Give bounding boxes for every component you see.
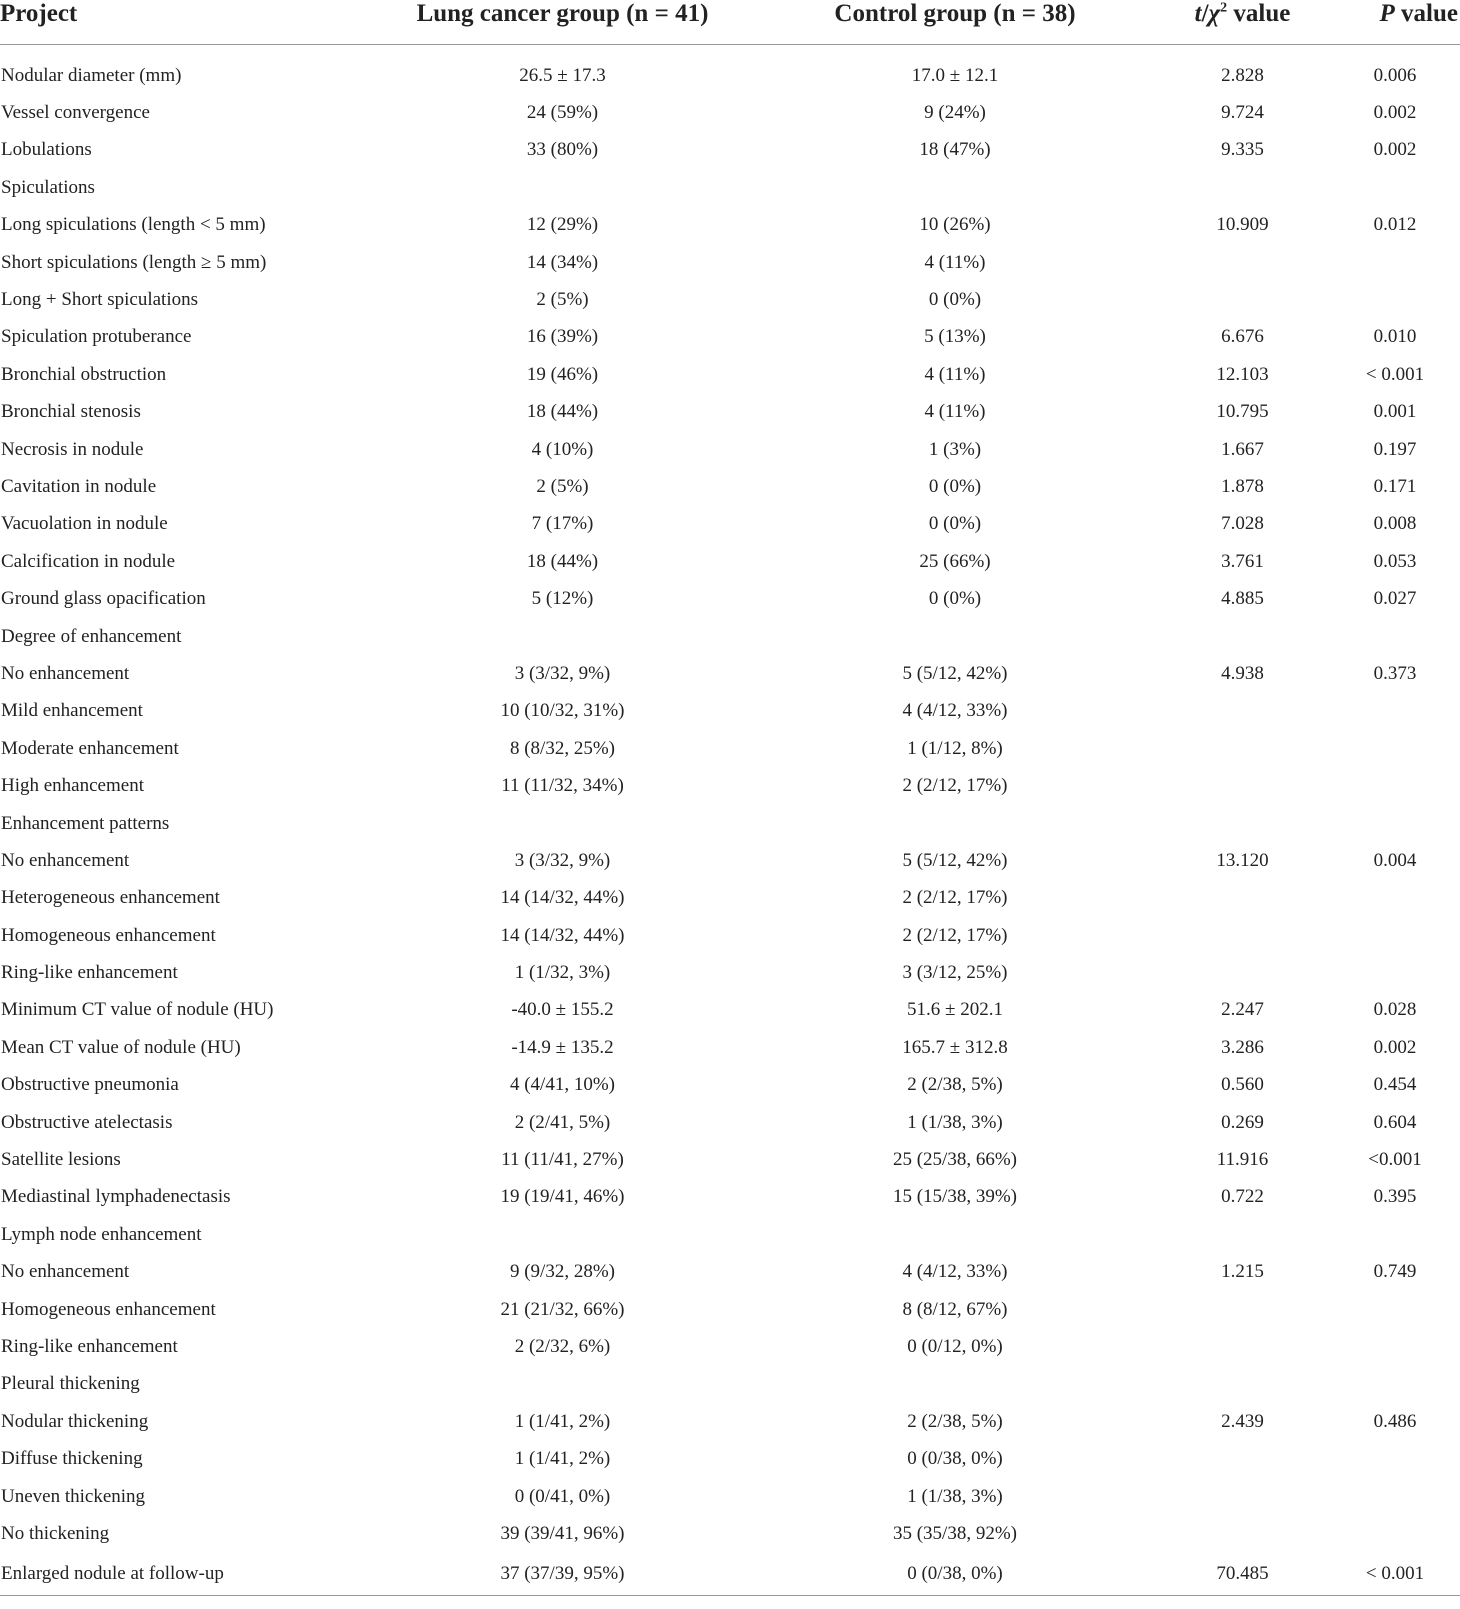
cell-control [755,618,1155,655]
cell-lung-cancer: 10 (10/32, 31%) [500,700,625,722]
cell-project: Mild enhancement [1,700,143,722]
cell-lung-cancer: 2 (5%) [536,289,589,311]
cell-lung-cancer: 26.5 ± 17.3 [519,64,606,86]
header-control-group: Control group (n = 38) [755,0,1155,45]
table-row [0,693,1460,730]
cell-lung-cancer: 8 (8/32, 25%) [509,737,615,759]
cell-lung-cancer: 2 (2/32, 6%) [514,1335,611,1357]
cell-statistic [1155,1440,1330,1477]
cell-lung-cancer: 14 (14/32, 44%) [500,924,625,946]
cell-statistic [1155,917,1330,954]
table-row [0,1403,1460,1440]
cell-lung-cancer: 19 (46%) [526,363,599,385]
cell-p-value [1330,880,1460,917]
table-row [0,1515,1460,1552]
header-stat-sup: 2 [1220,0,1228,16]
cell-statistic [1155,805,1330,842]
cell-control: 4 (11%) [924,363,986,385]
cell-p-value: 0.395 [1373,1186,1417,1208]
cell-project: Enlarged nodule at follow-up [0,1553,370,1596]
cell-p-value [1330,1216,1460,1253]
header-p-rest: value [1394,0,1458,27]
cell-p-value: 0.486 [1373,1410,1417,1432]
cell-project: Long + Short spiculations [1,289,199,311]
cell-control: 3 (3/12, 25%) [902,962,1008,984]
table-row [0,45,1460,95]
cell-project: Lobulations [1,139,92,161]
cell-project: Homogeneous enhancement [1,924,216,946]
table-row [0,132,1460,169]
cell-control: 1 (1/12, 8%) [907,737,1003,759]
cell-statistic [1155,693,1330,730]
cell-statistic [1155,244,1330,281]
cell-p-value [1330,1328,1460,1365]
cell-lung-cancer [370,1366,755,1403]
table-row [0,1216,1460,1253]
cell-statistic [1155,730,1330,767]
cell-control: 5 (5/12, 42%) [902,849,1008,871]
cell-control: 4 (4/12, 33%) [902,1261,1008,1283]
cell-p-value: 0.197 [1373,438,1417,460]
cell-control: 15 (15/38, 39%) [892,1186,1017,1208]
table-row [0,356,1460,393]
cell-p-value: 0.027 [1373,588,1417,610]
cell-statistic: 4.938 [1221,662,1264,684]
table-row [0,954,1460,991]
cell-p-value: 0.749 [1373,1261,1417,1283]
cell-statistic: 1.878 [1221,475,1264,497]
cell-lung-cancer: 33 (80%) [526,139,599,161]
table-row [0,394,1460,431]
cell-p-value [1330,1291,1460,1328]
cell-p-value [1330,730,1460,767]
cell-project: Mediastinal lymphadenectasis [1,1186,231,1208]
cell-lung-cancer: 12 (29%) [526,214,599,236]
table-row [0,244,1460,281]
cell-statistic [1155,880,1330,917]
cell-project: No enhancement [1,1261,130,1283]
table-row [0,880,1460,917]
header-stat-rest: value [1227,0,1291,27]
table-row [0,468,1460,505]
cell-control: 0 (0%) [928,475,982,497]
cell-project: Ring-like enhancement [1,962,178,984]
cell-lung-cancer: 3 (3/32, 9%) [514,662,611,684]
cell-statistic [1155,954,1330,991]
cell-project: Cavitation in nodule [1,475,157,497]
cell-lung-cancer: 2 (5%) [536,475,589,497]
cell-control: 1 (3%) [928,438,982,460]
cell-statistic [1155,618,1330,655]
cell-p-value: 0.008 [1373,513,1417,535]
cell-control: 0 (0%) [928,588,982,610]
cell-p-value: 0.002 [1373,1036,1417,1058]
table-row [0,1291,1460,1328]
cell-statistic [1155,281,1330,318]
table-row [0,1478,1460,1515]
cell-control [755,805,1155,842]
table-body [0,45,1460,1596]
cell-control: 0 (0/38, 0%) [755,1553,1155,1596]
cell-statistic [1155,1515,1330,1552]
cell-p-value [1330,169,1460,206]
cell-project: Ground glass opacification [1,588,206,610]
table-row [0,1141,1460,1178]
cell-project: Homogeneous enhancement [1,1298,216,1320]
cell-control: 1 (1/38, 3%) [907,1485,1003,1507]
cell-lung-cancer: 11 (11/32, 34%) [501,775,624,797]
cell-project: Nodular diameter (mm) [1,64,182,86]
cell-control: 5 (13%) [924,326,986,348]
cell-project: Satellite lesions [1,1149,121,1171]
cell-statistic: 11.916 [1216,1149,1269,1171]
table-row [0,1029,1460,1066]
cell-project: Uneven thickening [1,1485,146,1507]
cell-statistic: 2.828 [1221,64,1264,86]
cell-control: 0 (0%) [928,289,982,311]
cell-lung-cancer: 37 (37/39, 95%) [370,1553,755,1596]
cell-statistic: 70.485 [1155,1553,1330,1596]
header-stat-t: t [1194,0,1202,27]
cell-lung-cancer: 4 (10%) [531,438,594,460]
cell-project: Bronchial stenosis [1,401,141,423]
table-row [0,1254,1460,1291]
header-project: Project [0,0,370,45]
cell-control: 4 (11%) [924,401,986,423]
cell-project: Long spiculations (length < 5 mm) [1,214,266,236]
cell-lung-cancer: 2 (2/41, 5%) [514,1111,611,1133]
cell-p-value [1330,693,1460,730]
cell-statistic: 10.909 [1216,214,1269,236]
table-row [0,1179,1460,1216]
table-row [0,580,1460,617]
cell-lung-cancer: 16 (39%) [526,326,599,348]
cell-project: Lymph node enhancement [1,1223,202,1245]
cell-control: 0 (0/12, 0%) [907,1335,1003,1357]
cell-p-value: 0.006 [1373,64,1417,86]
cell-statistic: 4.885 [1221,588,1264,610]
cell-control: 17.0 ± 12.1 [911,64,999,86]
cell-p-value: 0.171 [1373,475,1417,497]
cell-lung-cancer: -14.9 ± 135.2 [511,1036,614,1058]
cell-lung-cancer [370,169,755,206]
header-p-value [1330,0,1460,45]
table-row [0,655,1460,692]
cell-statistic: 6.676 [1221,326,1264,348]
header-row [0,0,1460,45]
table-row [0,281,1460,318]
cell-p-value [1330,954,1460,991]
cell-project: Nodular thickening [1,1410,149,1432]
cell-control: 25 (66%) [919,550,991,572]
table-row [0,543,1460,580]
table-row [0,618,1460,655]
cell-p-value [1330,1478,1460,1515]
cell-p-value: 0.028 [1373,999,1417,1021]
cell-project: Calcification in nodule [1,550,176,572]
cell-p-value [1330,1440,1460,1477]
cell-control: 4 (11%) [924,251,986,273]
table-header [0,0,1460,45]
cell-statistic: 9.335 [1221,139,1264,161]
cell-lung-cancer: 4 (4/41, 10%) [509,1074,615,1096]
cell-lung-cancer: 0 (0/41, 0%) [514,1485,611,1507]
cell-p-value [1330,1366,1460,1403]
table-row [0,805,1460,842]
cell-lung-cancer: 9 (9/32, 28%) [509,1261,615,1283]
cell-project: Spiculations [1,176,95,198]
cell-statistic: 3.286 [1221,1036,1264,1058]
cell-p-value [1330,805,1460,842]
cell-project: Moderate enhancement [1,737,179,759]
cell-project: Vacuolation in nodule [1,513,168,535]
cell-project: Heterogeneous enhancement [1,887,220,909]
cell-project: No enhancement [1,849,130,871]
cell-statistic [1155,1216,1330,1253]
cell-statistic [1155,1328,1330,1365]
header-p-italic: P [1379,0,1395,27]
cell-lung-cancer: 11 (11/41, 27%) [501,1149,624,1171]
cell-statistic: 2.439 [1221,1410,1264,1432]
cell-statistic [1155,1366,1330,1403]
cell-lung-cancer: 21 (21/32, 66%) [500,1298,625,1320]
cell-statistic [1155,767,1330,804]
cell-p-value: 0.010 [1373,326,1417,348]
cell-p-value [1330,281,1460,318]
table-row [0,992,1460,1029]
cell-control: 9 (24%) [924,102,986,124]
cell-lung-cancer: 14 (34%) [526,251,599,273]
cell-lung-cancer: -40.0 ± 155.2 [511,999,614,1021]
cell-project: Spiculation protuberance [1,326,192,348]
cell-lung-cancer: 7 (17%) [531,513,594,535]
table-row [0,1104,1460,1141]
cell-statistic: 13.120 [1216,849,1269,871]
cell-lung-cancer: 14 (14/32, 44%) [500,887,625,909]
cell-lung-cancer: 1 (1/32, 3%) [514,962,611,984]
cell-control: 5 (5/12, 42%) [902,662,1008,684]
cell-project: Ring-like enhancement [1,1335,178,1357]
cell-statistic: 3.761 [1221,550,1264,572]
cell-statistic: 0.269 [1221,1111,1264,1133]
cell-control: 51.6 ± 202.1 [907,999,1003,1021]
cell-control: 2 (2/38, 5%) [907,1410,1003,1432]
cell-p-value: 0.454 [1373,1074,1417,1096]
cell-p-value: < 0.001 [1330,1553,1460,1596]
table-row [0,94,1460,131]
cell-project: Enhancement patterns [1,812,170,834]
cell-p-value: 0.012 [1373,214,1417,236]
cell-lung-cancer: 39 (39/41, 96%) [500,1522,625,1544]
table-row [0,506,1460,543]
cell-project: Diffuse thickening [1,1448,143,1470]
cell-control: 0 (0/38, 0%) [907,1448,1003,1470]
cell-statistic [1155,169,1330,206]
table-row [0,1440,1460,1477]
cell-project: Short spiculations (length ≥ 5 mm) [1,251,267,273]
cell-lung-cancer: 3 (3/32, 9%) [514,849,611,871]
cell-lung-cancer [370,618,755,655]
table-row [0,431,1460,468]
cell-p-value: 0.053 [1373,550,1417,572]
cell-lung-cancer: 19 (19/41, 46%) [500,1186,625,1208]
cell-project: No thickening [1,1522,110,1544]
cell-project: Mean CT value of nodule (HU) [1,1036,241,1058]
table-row [0,1553,1460,1596]
cell-lung-cancer: 18 (44%) [526,550,599,572]
cell-lung-cancer: 1 (1/41, 2%) [514,1448,611,1470]
cell-control: 4 (4/12, 33%) [902,700,1008,722]
table-row [0,1067,1460,1104]
cell-lung-cancer: 1 (1/41, 2%) [514,1410,611,1432]
cell-project: Vessel convergence [1,102,150,124]
cell-p-value: 0.604 [1373,1111,1417,1133]
cell-p-value: 0.001 [1373,401,1417,423]
cell-p-value: 0.002 [1373,139,1417,161]
table-row [0,1328,1460,1365]
cell-p-value: <0.001 [1368,1149,1422,1171]
cell-project: Pleural thickening [1,1373,140,1395]
cell-control: 25 (25/38, 66%) [892,1149,1017,1171]
cell-p-value [1330,244,1460,281]
cell-statistic: 2.247 [1221,999,1264,1021]
cell-control [755,1216,1155,1253]
cell-control: 1 (1/38, 3%) [907,1111,1003,1133]
cell-control: 2 (2/12, 17%) [902,775,1008,797]
cell-p-value [1330,917,1460,954]
cell-statistic: 10.795 [1216,401,1269,423]
cell-project: Necrosis in nodule [1,438,144,460]
cell-statistic: 0.722 [1221,1186,1264,1208]
cell-statistic: 7.028 [1221,513,1264,535]
cell-control: 2 (2/12, 17%) [902,887,1008,909]
table-row [0,767,1460,804]
header-stat-sep: / [1201,0,1209,27]
cell-p-value: < 0.001 [1365,363,1425,385]
cell-lung-cancer [370,805,755,842]
table-row [0,169,1460,206]
cell-control: 165.7 ± 312.8 [902,1036,1008,1058]
cell-control: 0 (0%) [928,513,982,535]
cell-p-value [1330,767,1460,804]
cell-control: 2 (2/38, 5%) [907,1074,1003,1096]
cell-control: 2 (2/12, 17%) [902,924,1008,946]
cell-project: Obstructive atelectasis [1,1111,173,1133]
cell-project: Degree of enhancement [1,625,182,647]
cell-p-value: 0.002 [1373,102,1417,124]
cell-lung-cancer: 24 (59%) [526,102,599,124]
cell-control: 8 (8/12, 67%) [902,1298,1008,1320]
cell-control: 18 (47%) [919,139,991,161]
cell-p-value: 0.373 [1373,662,1417,684]
cell-project: Obstructive pneumonia [1,1074,179,1096]
table-row [0,730,1460,767]
cell-statistic [1155,1478,1330,1515]
cell-statistic: 9.724 [1221,102,1264,124]
header-stat-chi: χ [1208,0,1221,27]
cell-project: No enhancement [1,662,130,684]
cell-control [755,169,1155,206]
cell-project: Minimum CT value of nodule (HU) [1,999,274,1021]
cell-statistic: 1.667 [1221,438,1264,460]
cell-control [755,1366,1155,1403]
cell-control: 35 (35/38, 92%) [892,1522,1017,1544]
cell-p-value [1330,1515,1460,1552]
cell-lung-cancer: 18 (44%) [526,401,599,423]
cell-project: Bronchial obstruction [1,363,167,385]
cell-statistic: 1.215 [1221,1261,1264,1283]
cell-lung-cancer [370,1216,755,1253]
header-lung-cancer-group: Lung cancer group (n = 41) [370,0,755,45]
cell-project: High enhancement [1,775,144,797]
table-row [0,917,1460,954]
header-statistic-value [1155,0,1330,45]
cell-p-value: 0.004 [1373,849,1417,871]
table-row [0,842,1460,879]
table-row [0,319,1460,356]
cell-statistic [1155,1291,1330,1328]
cell-lung-cancer: 5 (12%) [531,588,594,610]
cell-control: 10 (26%) [919,214,991,236]
cell-p-value [1330,618,1460,655]
table-row [0,207,1460,244]
table-row [0,1366,1460,1403]
cell-statistic: 12.103 [1216,363,1269,385]
cell-statistic: 0.560 [1221,1074,1264,1096]
